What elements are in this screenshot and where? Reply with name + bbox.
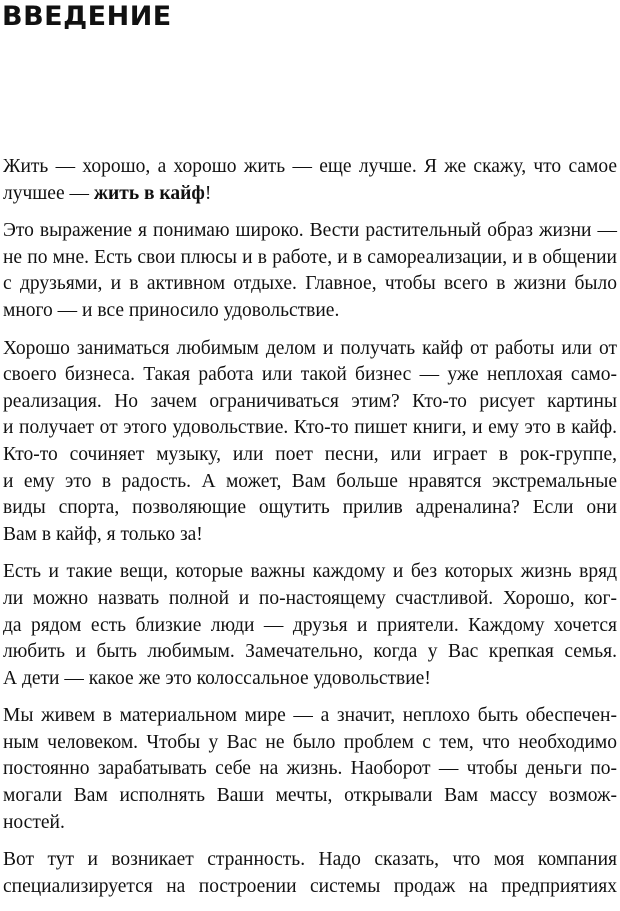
text-line: много — и все приносило удовольствие. <box>3 299 340 321</box>
text-line: с друзьями, и в активном отдыхе. Главное, чтобы всего в жизни было <box>3 273 617 295</box>
text-line: Мы живем в материальном мире — а значит, неплохо быть обеспечен- <box>3 705 617 727</box>
text-line: Вам в кайф, я только за! <box>3 523 203 545</box>
paragraph <box>3 154 617 207</box>
chapter-title: ВВЕДЕНИЕ <box>2 1 172 32</box>
paragraph <box>3 703 617 836</box>
paragraph <box>3 847 617 900</box>
text-line: Хорошо заниматься любимым делом и получать кайф от работы или от <box>3 337 617 359</box>
text-line <box>3 181 617 208</box>
text-line: Есть и такие вещи, которые важны каждому и без которых жизнь вряд <box>3 561 617 583</box>
text-line: Вот тут и возникает странность. Надо сказать, что моя компания <box>3 849 617 871</box>
text-line: ностей. <box>3 811 65 833</box>
paragraph <box>3 218 617 324</box>
text-line: могали Вам исполнять Ваши мечты, открывали Вам массу возмож- <box>3 785 617 807</box>
text-line: не по мне. Есть свои плюсы и в работе, и в самореализации, и в общении <box>3 246 617 268</box>
text-line: и ему это в радость. А может, Вам больше нравятся экстремальные <box>3 470 617 492</box>
text-line: ным человеком. Чтобы у Вас не было проблем с тем, что необходимо <box>3 731 617 753</box>
text-line: да рядом есть близкие люди — друзья и приятели. Каждому хочется <box>3 614 617 636</box>
text-line: своего бизнеса. Такая работа или такой бизнес — уже неплохая само- <box>3 364 617 386</box>
emphasis-text: жить в кайф <box>93 182 205 204</box>
text-line: Жить — хорошо, а хорошо жить — еще лучше. Я же скажу, что самое <box>3 156 617 177</box>
text-run: лучшее — <box>3 182 94 204</box>
text-line: ли можно назвать полной и по-настоящему счастливой. Хорошо, ког- <box>3 587 617 609</box>
paragraph <box>3 336 617 549</box>
text-line: Кто-то сочиняет музыку, или поет песни, или играет в рок-группе, <box>3 443 617 465</box>
text-line: любить и быть любимым. Замечательно, когда у Вас крепкая семья. <box>3 641 617 663</box>
text-line: реализация. Но зачем ограничиваться этим? Кто-то рисует картины <box>3 390 617 412</box>
text-line: специализируется на построении системы продаж на предприятиях <box>3 875 617 897</box>
text-run: ! <box>204 182 212 204</box>
text-line: А дети — какое же это колоссальное удовольствие! <box>3 667 431 689</box>
text-line: и получает от этого удовольствие. Кто-то пишет книги, и ему это в кайф. <box>3 417 617 439</box>
text-line: постоянно зарабатывать себе на жизнь. Наоборот — чтобы деньги по- <box>3 758 617 780</box>
text-line: виды спорта, позволяющие ощутить прилив адреналина? Если они <box>3 497 617 519</box>
chapter-body <box>3 154 617 911</box>
text-line: Это выражение я понимаю широко. Вести растительный образ жизни — <box>3 220 617 242</box>
paragraph <box>3 559 617 692</box>
